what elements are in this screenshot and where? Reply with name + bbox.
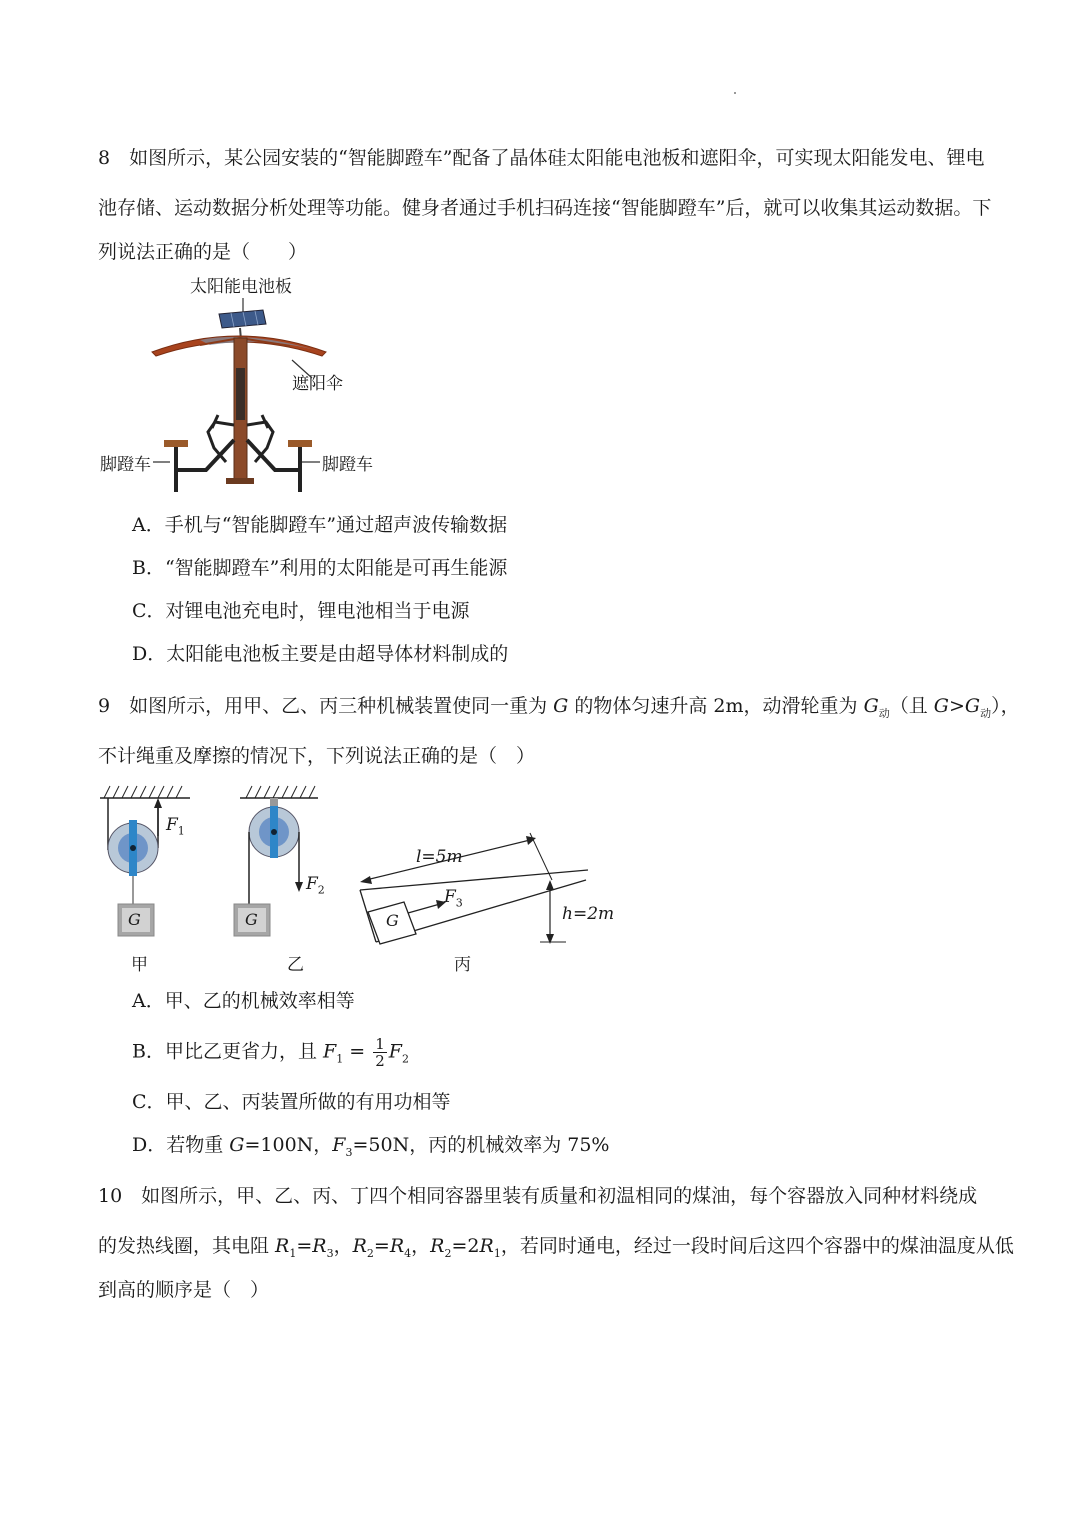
- q8-option-d: D．太阳能电池板主要是由超导体材料制成的: [132, 643, 509, 665]
- q10-line-2: 的发热线圈，其电阻 $R_1=R_3$，$R_2=R_4$，$R_2=2R_1$，若同时通电，经过一段时间后这四个容器中的煤油温度从低: [98, 1235, 1014, 1260]
- q8-option-a: A．手机与“智能脚蹬车”通过超声波传输数据: [132, 514, 508, 536]
- q9-option-a: A．甲、乙的机械效率相等: [132, 990, 355, 1012]
- q10-line-1: 10 如图所示，甲、乙、丙、丁四个相同容器里装有质量和初温相同的煤油，每个容器放入同种材料绕成: [98, 1185, 978, 1207]
- label-solar-panel: 太阳能电池板: [190, 277, 292, 297]
- q9-option-b: B．甲比乙更省力，且 $F_1$ = $\frac{1}{2}$ $F_2$: [132, 1035, 409, 1070]
- q10-line-3: 到高的顺序是（ ）: [98, 1279, 270, 1301]
- label-F2: $F_2$: [306, 874, 325, 897]
- caption-yi: 乙: [287, 955, 304, 975]
- weight-label-yi: G: [245, 910, 258, 929]
- q8-line-1: 8 如图所示，某公园安装的“智能脚蹬车”配备了晶体硅太阳能电池板和遮阳伞，可实现太阳能发电、锂电: [98, 147, 985, 169]
- label-pedal-right: 脚蹬车: [322, 455, 373, 475]
- weight-label-jia: G: [128, 910, 141, 929]
- q9-line-2: 不计绳重及摩擦的情况下，下列说法正确的是（ ）: [98, 745, 536, 767]
- label-F3: $F_3$: [444, 887, 463, 910]
- q9-option-d: D．若物重 G=100N，$F_3=50N$，丙的机械效率为 75%: [132, 1134, 610, 1159]
- label-umbrella: 遮阳伞: [292, 374, 343, 394]
- incline-block-label: G: [386, 911, 399, 930]
- q8-option-b: B．“智能脚蹬车”利用的太阳能是可再生能源: [132, 557, 508, 579]
- label-pedal-left: 脚蹬车: [100, 455, 151, 475]
- label-F1: $F_1$: [166, 815, 185, 838]
- label-incline-length: l=5m: [416, 847, 463, 867]
- caption-bing: 丙: [454, 955, 471, 975]
- caption-jia: 甲: [131, 955, 148, 975]
- label-incline-height: h=2m: [562, 904, 615, 924]
- q9-option-c: C．甲、乙、丙装置所做的有用功相等: [132, 1091, 451, 1113]
- q8-option-c: C．对锂电池充电时，锂电池相当于电源: [132, 600, 470, 622]
- fraction-one-half: $\frac{1}{2}$: [375, 1035, 385, 1070]
- q8-line-3: 列说法正确的是（ ）: [98, 241, 308, 263]
- q9-line-1: 9 如图所示，用甲、乙、丙三种机械装置使同一重为 G 的物体匀速升高 2m，动滑轮重为 $G_动$（且 $G>G_动$），: [98, 695, 1020, 720]
- q8-line-2: 池存储、运动数据分析处理等功能。健身者通过手机扫码连接“智能脚蹬车”后，就可以收集其运动数据。下: [98, 197, 992, 219]
